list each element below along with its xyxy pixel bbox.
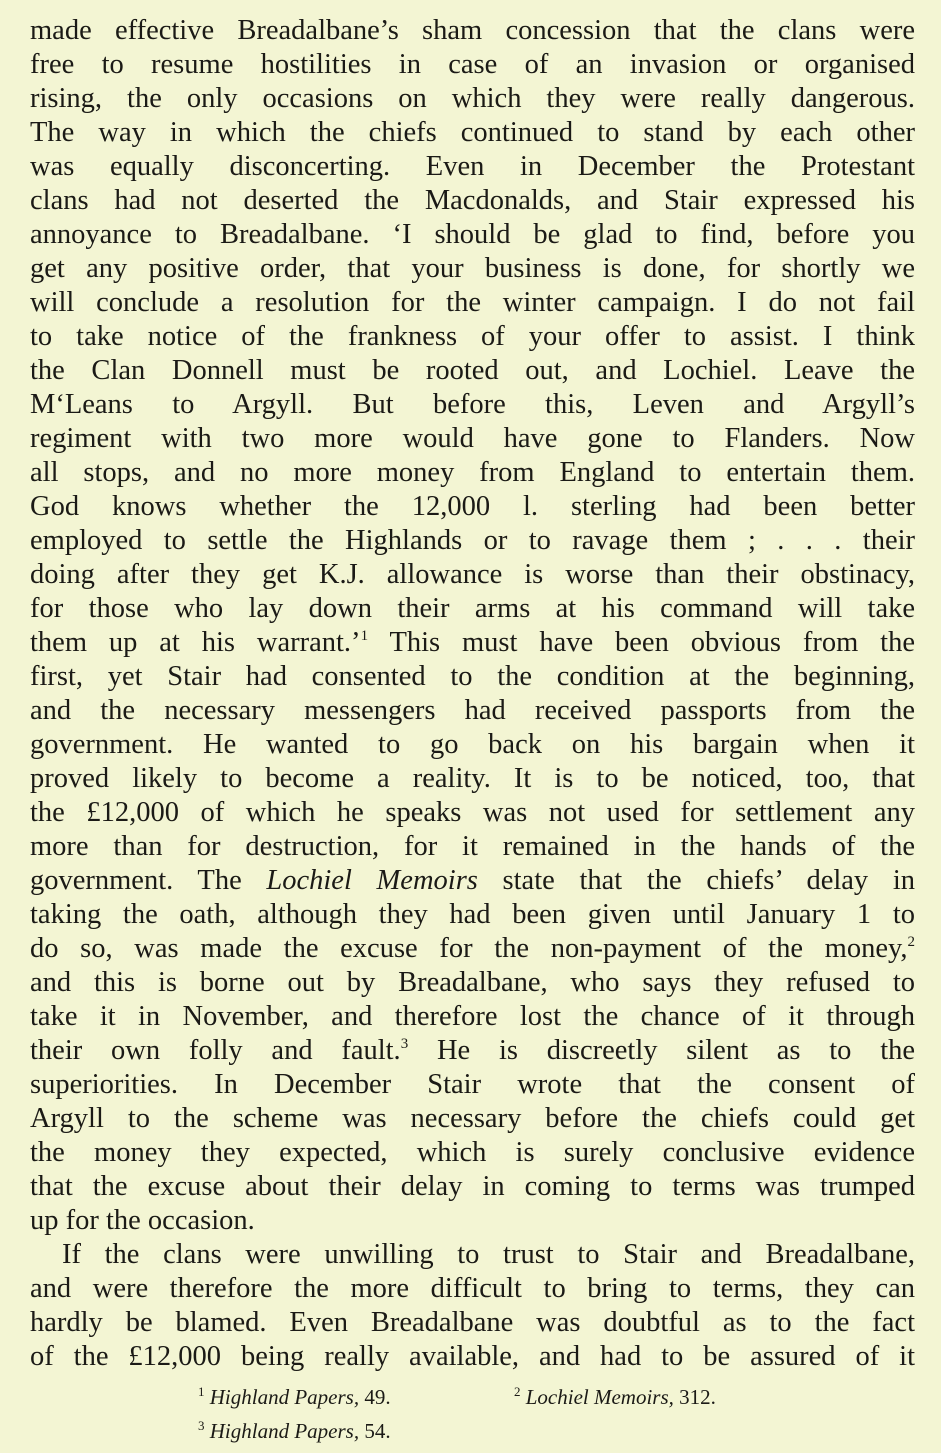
text-line: The way in which the chiefs continued to stand by each other xyxy=(30,117,915,148)
text-segment: them up at his warrant.’ xyxy=(30,627,361,658)
text-line: get any positive order, that your business is done, for shortly we xyxy=(30,253,915,284)
text-segment: their own folly and fault. xyxy=(30,1035,401,1066)
text-line: was equally disconcerting. Even in December the Protestant xyxy=(30,151,915,182)
footnote-title: Lochiel Memoirs, xyxy=(525,1385,674,1409)
text-line: If the clans were unwilling to trust to Stair and Breadalbane, xyxy=(62,1239,915,1270)
text-line: that the excuse about their delay in coming to terms was trumped xyxy=(30,1171,915,1202)
footnotes xyxy=(30,1380,915,1448)
text-line xyxy=(30,932,915,966)
book-title: Lochiel Memoirs xyxy=(266,865,478,896)
text-line: of the £12,000 being really available, and had to be assured of it xyxy=(30,1341,915,1372)
footnote-row xyxy=(30,1380,915,1414)
text-line: regiment with two more would have gone to Flanders. Now xyxy=(30,423,915,454)
text-line: all stops, and no more money from England to entertain them. xyxy=(30,457,915,488)
footnote-page: 49. xyxy=(359,1385,391,1409)
text-line: clans had not deserted the Macdonalds, and Stair expressed his xyxy=(30,185,915,216)
text-line: up for the occasion. xyxy=(30,1205,255,1236)
text-segment: He is discreetly silent as to the xyxy=(408,1035,916,1066)
text-line: superiorities. In December Stair wrote that the consent of xyxy=(30,1069,915,1100)
footnote-1 xyxy=(198,1380,391,1414)
text-line: hardly be blamed. Even Breadalbane was doubtful as to the fact xyxy=(30,1307,915,1338)
paragraph-2 xyxy=(30,1238,915,1374)
text-segment: state that the chiefs’ delay in xyxy=(477,865,915,896)
footnote-3 xyxy=(198,1414,391,1448)
text-line: will conclude a resolution for the winter campaign. I do not fail xyxy=(30,287,915,318)
text-segment: government. The xyxy=(30,865,267,896)
footnote-mark: 2 xyxy=(514,1384,521,1399)
text-line: the Clan Donnell must be rooted out, and Lochiel. Leave the xyxy=(30,355,915,386)
text-line: and were therefore the more difficult to bring to terms, they can xyxy=(30,1273,915,1304)
text-line: the £12,000 of which he speaks was not used for settlement any xyxy=(30,797,915,828)
text-line: doing after they get K.J. allowance is worse than their obstinacy, xyxy=(30,559,915,590)
text-line: and this is borne out by Breadalbane, who says they refused to xyxy=(30,967,915,998)
text-line: annoyance to Breadalbane. ‘I should be glad to find, before you xyxy=(30,219,915,250)
text-line: Argyll to the scheme was necessary before the chiefs could get xyxy=(30,1103,915,1134)
footnote-row xyxy=(30,1414,915,1448)
text-line: proved likely to become a reality. It is to be noticed, too, that xyxy=(30,763,915,794)
text-line: for those who lay down their arms at his command will take xyxy=(30,593,915,624)
text-line: the money they expected, which is surely conclusive evidence xyxy=(30,1137,915,1168)
page-body xyxy=(30,14,916,1443)
text-line: made effective Breadalbane’s sham concession that the clans were xyxy=(30,15,915,46)
footnote-reference-2: 2 xyxy=(907,934,915,950)
footnote-reference-1: 1 xyxy=(360,628,369,644)
text-line: more than for destruction, for it remained in the hands of the xyxy=(30,831,915,862)
paragraph-1 xyxy=(30,14,915,1238)
footnote-title: Highland Papers, xyxy=(209,1419,360,1443)
footnote-page: 54. xyxy=(359,1419,391,1443)
text-line: taking the oath, although they had been given until January 1 to xyxy=(30,899,915,930)
footnote-page: 312. xyxy=(673,1385,716,1409)
text-line xyxy=(30,626,915,660)
text-line xyxy=(30,1034,915,1068)
text-line: M‘Leans to Argyll. But before this, Leven and Argyll’s xyxy=(30,389,915,420)
text-segment: This must have been obvious from the xyxy=(368,627,916,658)
text-line: rising, the only occasions on which they were really dangerous. xyxy=(30,83,915,114)
text-segment: do so, was made the excuse for the non-payment of the money, xyxy=(30,933,908,964)
text-line xyxy=(30,864,915,898)
text-line: take it in November, and therefore lost the chance of it through xyxy=(30,1001,915,1032)
footnote-mark: 3 xyxy=(198,1418,205,1433)
text-line: and the necessary messengers had received passports from the xyxy=(30,695,915,726)
footnote-2 xyxy=(514,1380,716,1414)
text-line: God knows whether the 12,000 l. sterling had been better xyxy=(30,491,915,522)
text-line: to take notice of the frankness of your offer to assist. I think xyxy=(30,321,915,352)
text-line: government. He wanted to go back on his bargain when it xyxy=(30,729,915,760)
footnote-reference-3: 3 xyxy=(400,1036,409,1052)
footnote-mark: 1 xyxy=(198,1384,205,1399)
text-line: employed to settle the Highlands or to ravage them ; . . . their xyxy=(30,525,915,556)
text-line: free to resume hostilities in case of an invasion or organised xyxy=(30,49,915,80)
text-line: first, yet Stair had consented to the condition at the beginning, xyxy=(30,661,915,692)
footnote-title: Highland Papers, xyxy=(209,1385,360,1409)
